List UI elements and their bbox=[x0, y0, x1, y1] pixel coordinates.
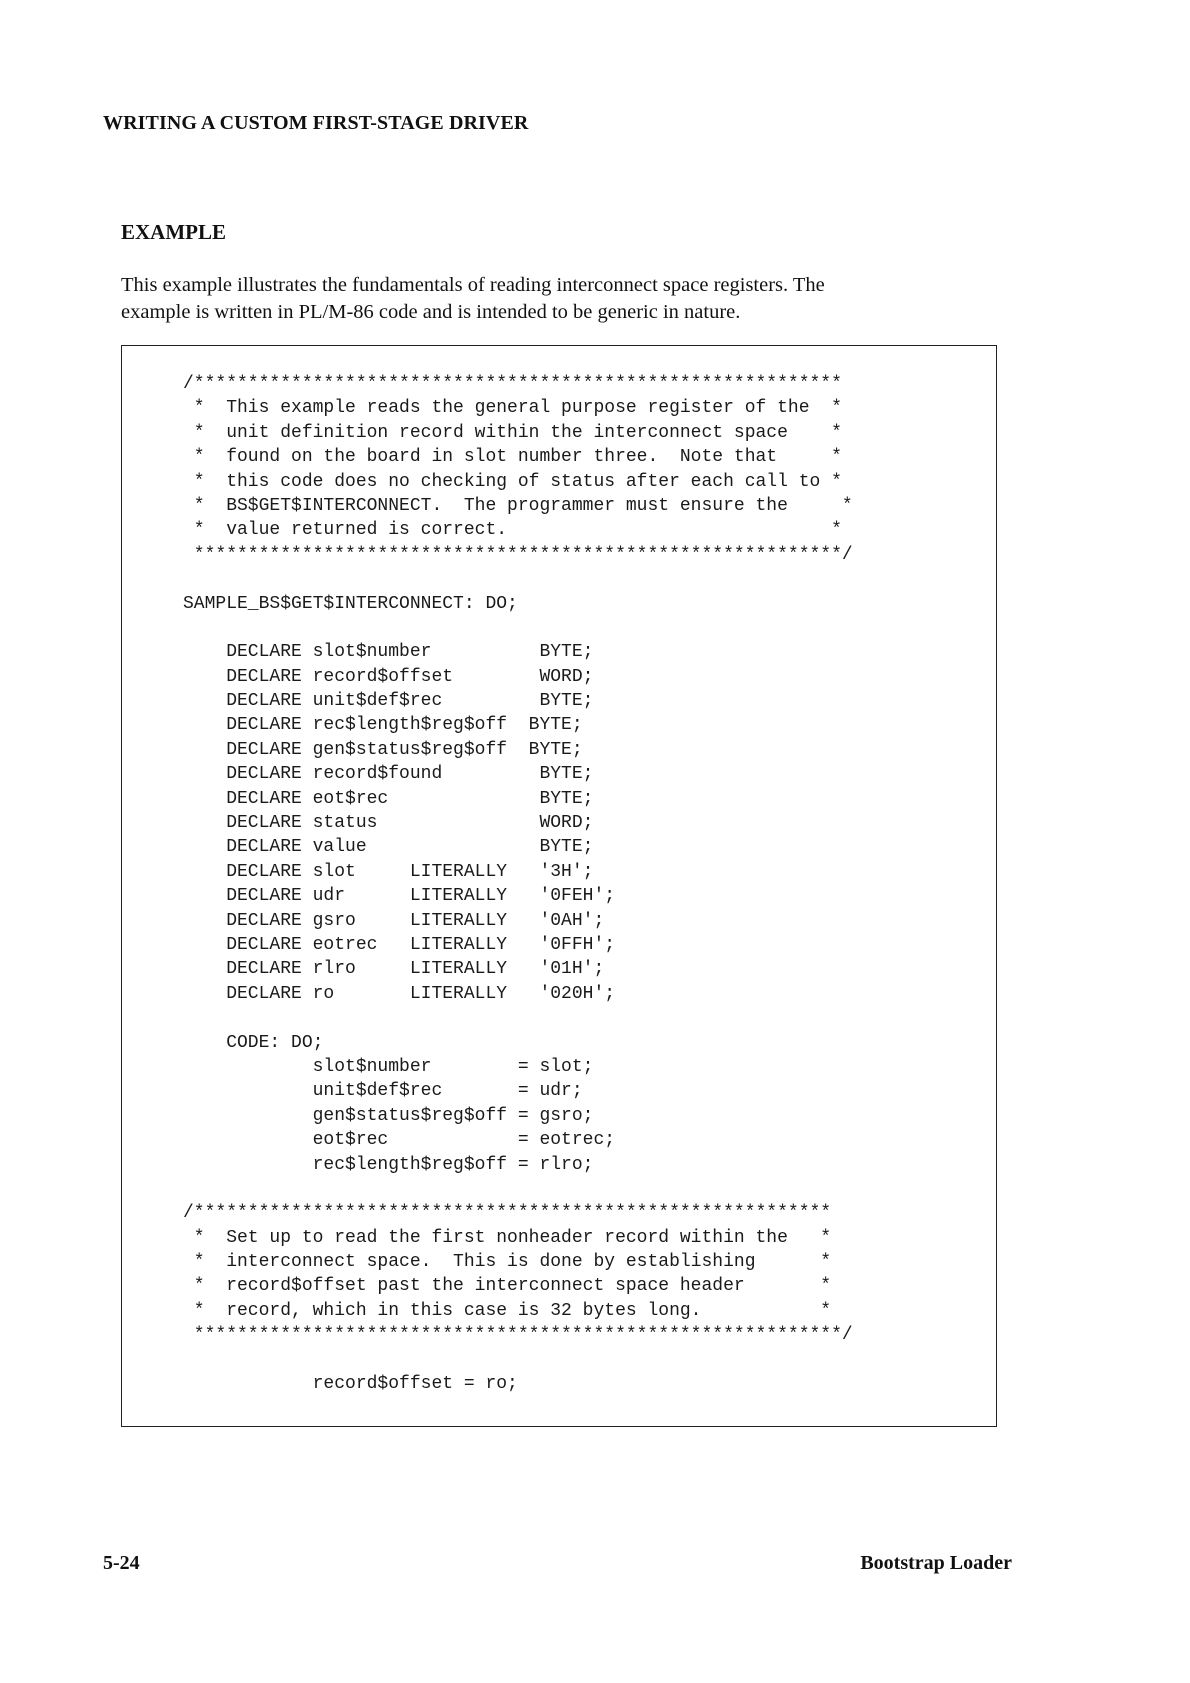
code-line: * BS$GET$INTERCONNECT. The programmer must ensure the * bbox=[183, 495, 853, 516]
code-line: DECLARE rlro LITERALLY '01H'; bbox=[183, 959, 605, 980]
code-line: DECLARE record$found BYTE; bbox=[183, 764, 594, 785]
code-line: * record$offset past the interconnect space header * bbox=[183, 1276, 832, 1297]
code-line bbox=[183, 567, 853, 591]
code-line: DECLARE udr LITERALLY '0FEH'; bbox=[183, 886, 616, 907]
code-listing bbox=[183, 372, 853, 1396]
code-line: * value returned is correct. * bbox=[183, 520, 842, 541]
intro-paragraph bbox=[121, 272, 981, 326]
code-line: DECLARE slot LITERALLY '3H'; bbox=[183, 861, 594, 882]
code-line: eot$rec = eotrec; bbox=[183, 1130, 616, 1151]
code-line bbox=[183, 616, 853, 640]
code-line: gen$status$reg$off = gsro; bbox=[183, 1105, 594, 1126]
code-line bbox=[183, 1177, 853, 1201]
section-heading: EXAMPLE bbox=[121, 220, 226, 244]
code-line: record$offset = ro; bbox=[183, 1374, 518, 1395]
code-line: * Set up to read the first nonheader record within the * bbox=[183, 1227, 832, 1248]
code-line: * interconnect space. This is done by establishing * bbox=[183, 1252, 832, 1273]
code-line: DECLARE status WORD; bbox=[183, 813, 594, 834]
chapter-title: Bootstrap Loader bbox=[860, 1552, 1012, 1574]
code-line: ************************************************************/ bbox=[183, 544, 853, 565]
code-line: * record, which in this case is 32 bytes long. * bbox=[183, 1300, 832, 1321]
code-line: * This example reads the general purpose register of the * bbox=[183, 398, 842, 419]
code-line: rec$length$reg$off = rlro; bbox=[183, 1154, 594, 1175]
code-line: DECLARE gsro LITERALLY '0AH'; bbox=[183, 910, 605, 931]
code-line: * unit definition record within the interconnect space * bbox=[183, 422, 842, 443]
code-line: /************************************************************ bbox=[183, 374, 842, 394]
code-line: DECLARE value BYTE; bbox=[183, 837, 594, 858]
code-line: * this code does no checking of status after each call to * bbox=[183, 471, 842, 492]
page-number: 5-24 bbox=[103, 1552, 140, 1574]
code-line bbox=[183, 1006, 853, 1030]
code-line: slot$number = slot; bbox=[183, 1056, 594, 1077]
code-line: DECLARE record$offset WORD; bbox=[183, 666, 594, 687]
running-head: WRITING A CUSTOM FIRST-STAGE DRIVER bbox=[103, 112, 529, 134]
code-line: /*********************************************************** bbox=[183, 1203, 832, 1224]
code-line: CODE: DO; bbox=[183, 1032, 324, 1053]
intro-line: example is written in PL/M-86 code and is intended to be generic in nature. bbox=[121, 301, 741, 323]
code-line: DECLARE unit$def$rec BYTE; bbox=[183, 691, 594, 712]
code-line: DECLARE eot$rec BYTE; bbox=[183, 788, 594, 809]
code-line: DECLARE eotrec LITERALLY '0FFH'; bbox=[183, 934, 616, 955]
code-line: DECLARE slot$number BYTE; bbox=[183, 642, 594, 663]
code-line: ************************************************************/ bbox=[183, 1325, 853, 1346]
code-line: DECLARE ro LITERALLY '020H'; bbox=[183, 983, 616, 1004]
code-line: DECLARE gen$status$reg$off BYTE; bbox=[183, 739, 583, 760]
intro-line: This example illustrates the fundamentals of reading interconnect space registers. The bbox=[121, 274, 825, 296]
code-line: * found on the board in slot number three. Note that * bbox=[183, 447, 842, 468]
code-line bbox=[183, 1348, 853, 1372]
code-line: DECLARE rec$length$reg$off BYTE; bbox=[183, 715, 583, 736]
code-listing-box bbox=[121, 345, 997, 1427]
code-line: SAMPLE_BS$GET$INTERCONNECT: DO; bbox=[183, 593, 518, 614]
code-line: unit$def$rec = udr; bbox=[183, 1081, 583, 1102]
